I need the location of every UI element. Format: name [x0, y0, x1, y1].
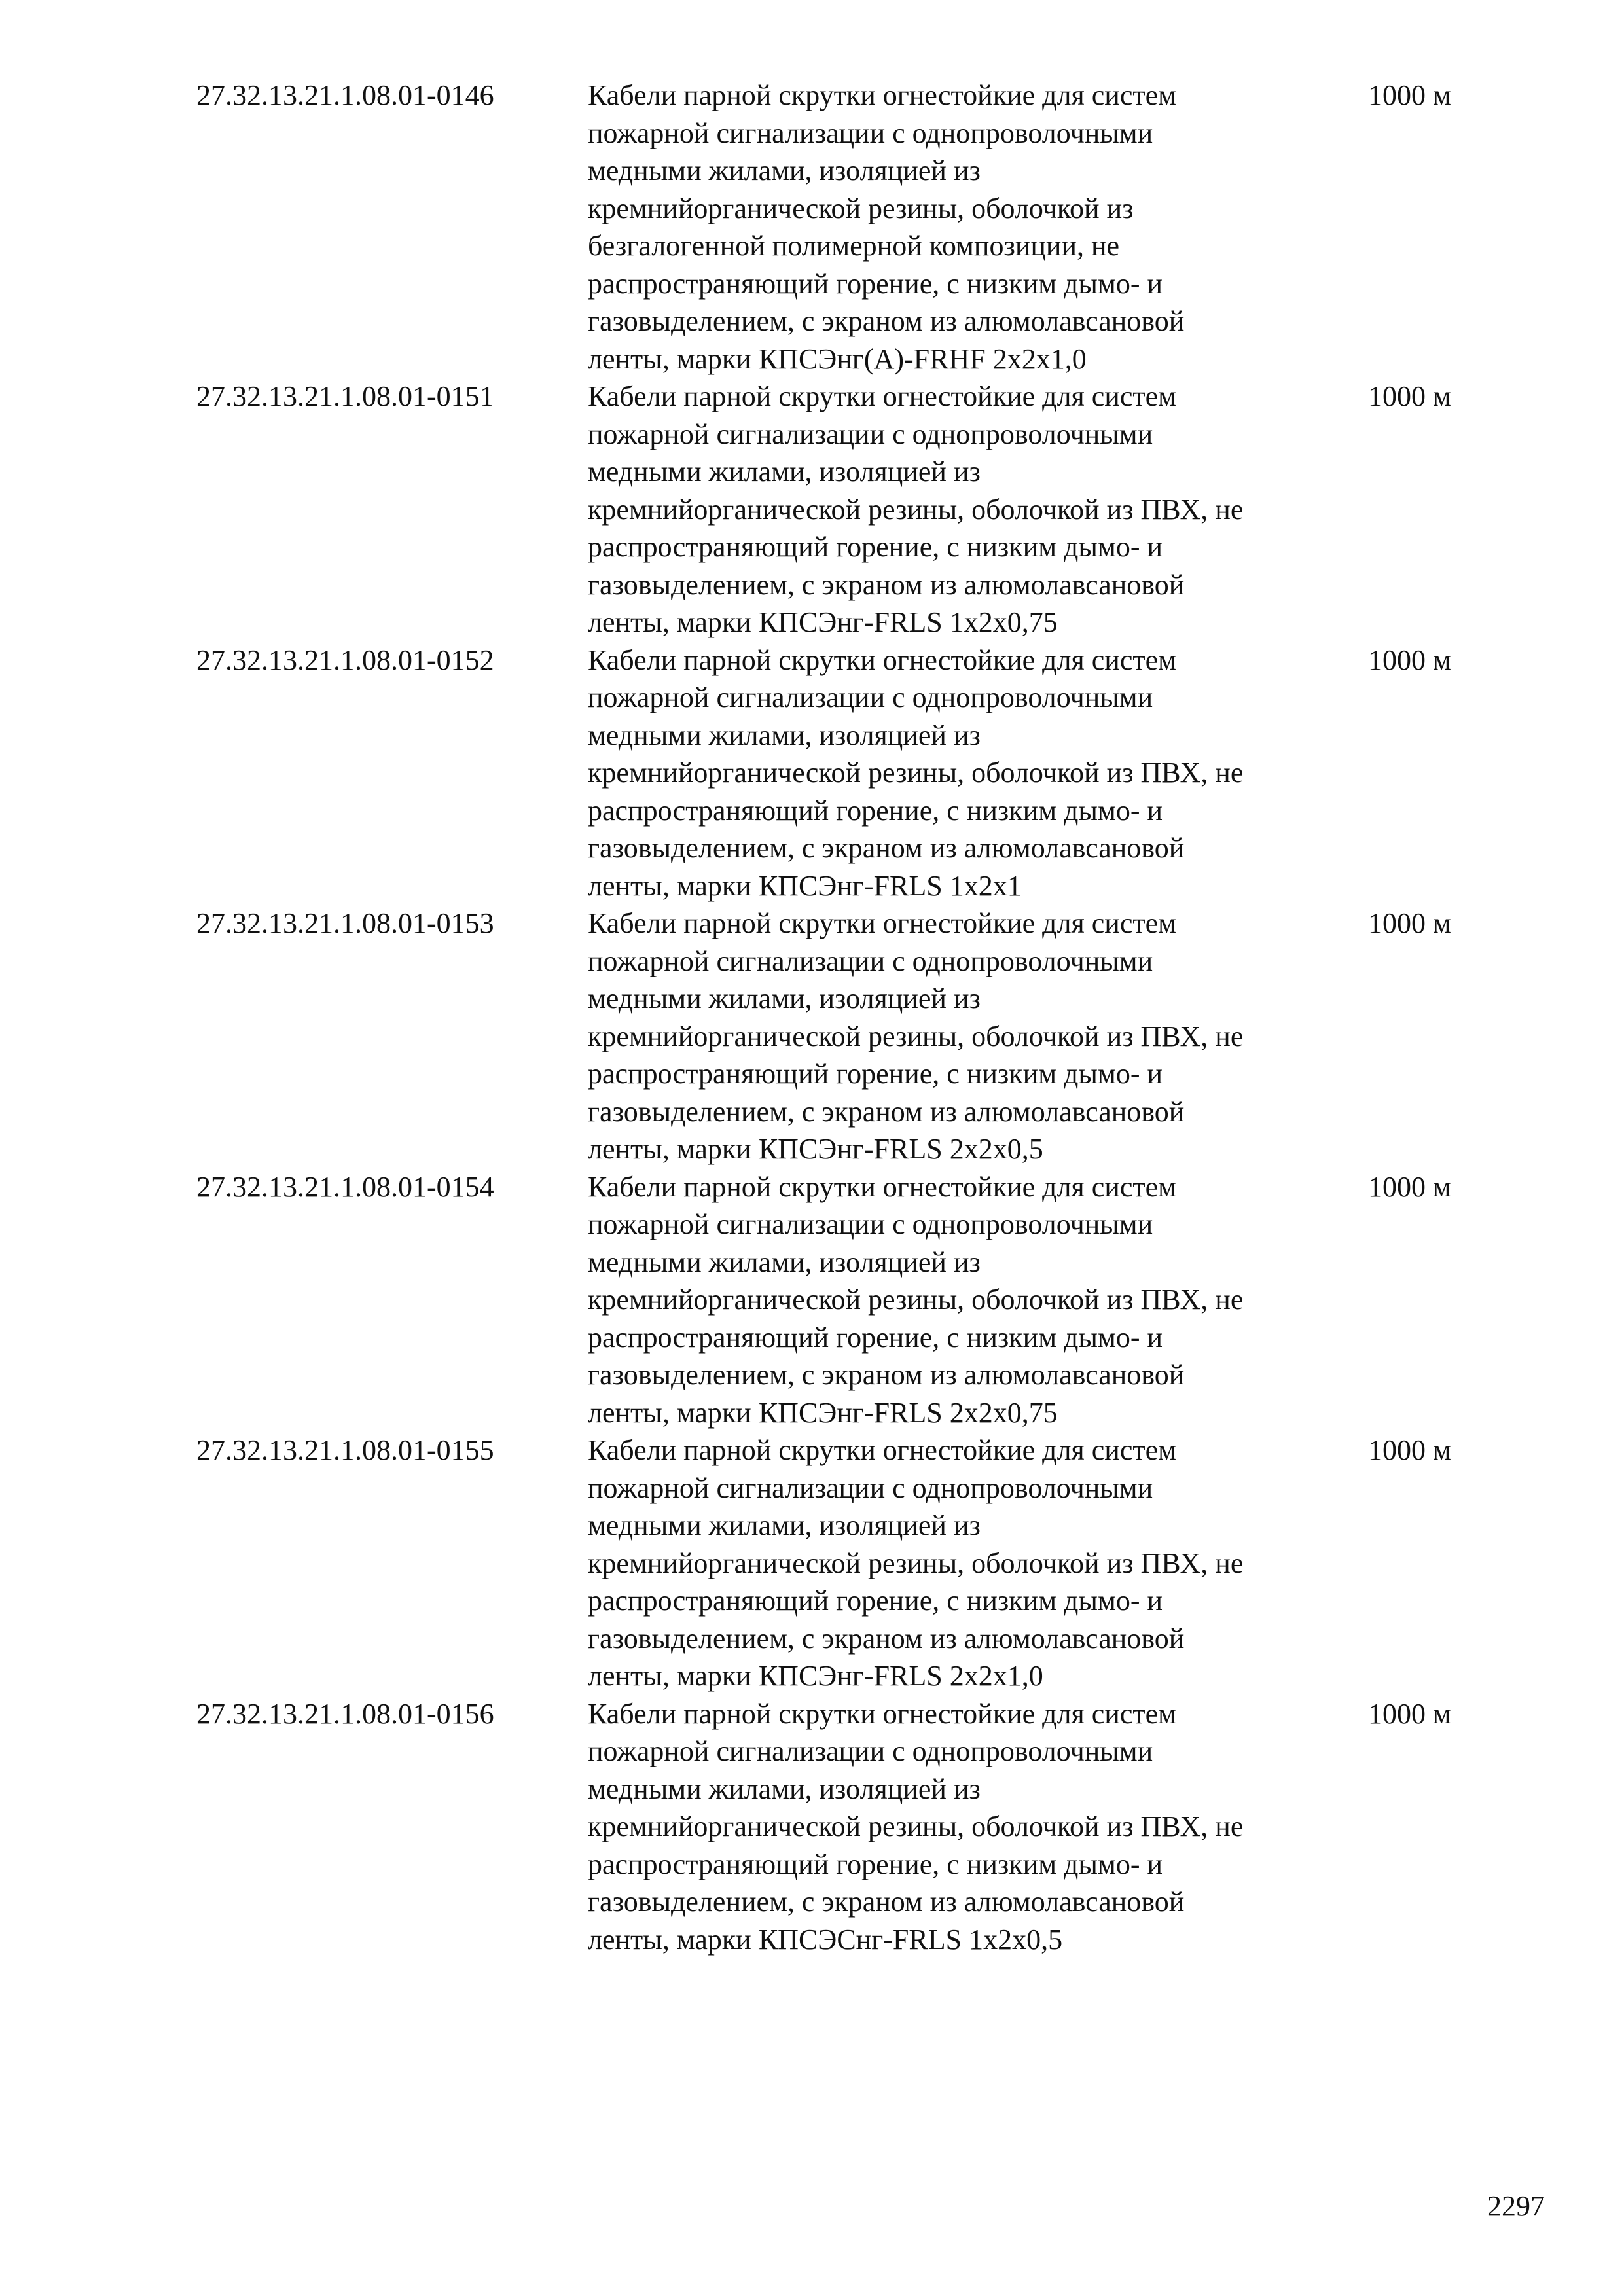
- description-line: ленты, марки КПСЭнг-FRLS 2х2х1,0: [588, 1660, 1043, 1692]
- description-line: газовыделением, с экраном из алюмолавсановой: [588, 1886, 1185, 1918]
- description-line: кремнийорганической резины, оболочкой из ПВХ, не: [588, 1810, 1244, 1842]
- description-line: пожарной сигнализации с однопроволочными: [588, 1471, 1153, 1504]
- list-item: [196, 378, 1492, 641]
- description-line: Кабели парной скрутки огнестойкие для систем: [588, 1434, 1176, 1466]
- description-line: медными жилами, изоляцией из: [588, 982, 981, 1014]
- description-line: газовыделением, с экраном из алюмолавсановой: [588, 305, 1185, 337]
- description-line: распространяющий горение, с низким дымо- и: [588, 531, 1163, 563]
- measurement-unit: 1000 м: [1368, 79, 1451, 111]
- resource-description: [588, 77, 1365, 378]
- measurement-unit: 1000 м: [1368, 907, 1451, 939]
- list-item: [196, 1695, 1492, 1959]
- description-line: пожарной сигнализации с однопроволочными: [588, 117, 1153, 149]
- description-line: пожарной сигнализации с однопроволочными: [588, 1735, 1153, 1767]
- description-line: распространяющий горение, с низким дымо- и: [588, 267, 1163, 300]
- description-line: газовыделением, с экраном из алюмолавсановой: [588, 1359, 1185, 1391]
- description-line: Кабели парной скрутки огнестойкие для систем: [588, 79, 1176, 111]
- description-line: ленты, марки КПСЭнг-FRLS 2х2х0,5: [588, 1133, 1043, 1165]
- measurement-unit: 1000 м: [1368, 1697, 1451, 1730]
- description-line: кремнийорганической резины, оболочкой из ПВХ, не: [588, 1547, 1244, 1579]
- description-line: газовыделением, с экраном из алюмолавсановой: [588, 568, 1185, 601]
- description-line: Кабели парной скрутки огнестойкие для систем: [588, 1170, 1176, 1203]
- description-line: пожарной сигнализации с однопроволочными: [588, 418, 1153, 450]
- price-list-entries: [196, 77, 1492, 1958]
- description-line: кремнийорганической резины, оболочкой из ПВХ, не: [588, 1020, 1244, 1052]
- description-line: распространяющий горение, с низким дымо- и: [588, 1848, 1163, 1880]
- resource-description: [588, 378, 1365, 641]
- measurement-unit: 1000 м: [1368, 1434, 1451, 1466]
- resource-code: 27.32.13.21.1.08.01-0146: [196, 79, 494, 111]
- resource-description: [588, 1431, 1365, 1695]
- resource-code: 27.32.13.21.1.08.01-0154: [196, 1170, 494, 1203]
- description-line: медными жилами, изоляцией из: [588, 1772, 981, 1805]
- list-item: [196, 1431, 1492, 1695]
- description-line: распространяющий горение, с низким дымо- и: [588, 1058, 1163, 1090]
- description-line: безгалогенной полимерной композиции, не: [588, 230, 1120, 262]
- description-line: распространяющий горение, с низким дымо- и: [588, 794, 1163, 827]
- list-item: [196, 905, 1492, 1168]
- measurement-unit: 1000 м: [1368, 643, 1451, 676]
- description-line: пожарной сигнализации с однопроволочными: [588, 681, 1153, 713]
- description-line: кремнийорганической резины, оболочкой из ПВХ, не: [588, 1283, 1244, 1316]
- description-line: газовыделением, с экраном из алюмолавсановой: [588, 1622, 1185, 1655]
- description-line: медными жилами, изоляцией из: [588, 719, 981, 751]
- list-item: [196, 77, 1492, 378]
- resource-code: 27.32.13.21.1.08.01-0153: [196, 907, 494, 939]
- description-line: пожарной сигнализации с однопроволочными: [588, 1208, 1153, 1240]
- description-line: ленты, марки КПСЭнг-FRLS 2х2х0,75: [588, 1396, 1058, 1429]
- description-line: кремнийорганической резины, оболочкой из ПВХ, не: [588, 757, 1244, 789]
- list-item: [196, 1168, 1492, 1432]
- resource-code: 27.32.13.21.1.08.01-0151: [196, 380, 494, 412]
- description-line: газовыделением, с экраном из алюмолавсановой: [588, 1095, 1185, 1128]
- description-line: кремнийорганической резины, оболочкой из ПВХ, не: [588, 493, 1244, 526]
- description-line: газовыделением, с экраном из алюмолавсановой: [588, 832, 1185, 864]
- list-item: [196, 641, 1492, 905]
- description-line: медными жилами, изоляцией из: [588, 1509, 981, 1541]
- page-number: 2297: [1487, 2190, 1545, 2222]
- description-line: ленты, марки КПСЭнг(А)-FRHF 2х2х1,0: [588, 342, 1087, 375]
- resource-description: [588, 1168, 1365, 1432]
- resource-description: [588, 905, 1365, 1168]
- description-line: Кабели парной скрутки огнестойкие для систем: [588, 907, 1176, 939]
- description-line: Кабели парной скрутки огнестойкие для систем: [588, 1697, 1176, 1730]
- resource-description: [588, 641, 1365, 905]
- description-line: пожарной сигнализации с однопроволочными: [588, 944, 1153, 977]
- description-line: медными жилами, изоляцией из: [588, 154, 981, 187]
- resource-description: [588, 1695, 1365, 1959]
- description-line: ленты, марки КПСЭСнг-FRLS 1х2х0,5: [588, 1923, 1063, 1956]
- description-line: распространяющий горение, с низким дымо- и: [588, 1585, 1163, 1617]
- description-line: ленты, марки КПСЭнг-FRLS 1х2х0,75: [588, 606, 1058, 638]
- description-line: распространяющий горение, с низким дымо- и: [588, 1321, 1163, 1354]
- resource-code: 27.32.13.21.1.08.01-0155: [196, 1434, 494, 1466]
- measurement-unit: 1000 м: [1368, 380, 1451, 412]
- description-line: медными жилами, изоляцией из: [588, 1246, 981, 1278]
- description-line: ленты, марки КПСЭнг-FRLS 1х2х1: [588, 869, 1022, 902]
- resource-code: 27.32.13.21.1.08.01-0152: [196, 643, 494, 676]
- description-line: Кабели парной скрутки огнестойкие для систем: [588, 643, 1176, 676]
- description-line: медными жилами, изоляцией из: [588, 456, 981, 488]
- description-line: Кабели парной скрутки огнестойкие для систем: [588, 380, 1176, 412]
- resource-code: 27.32.13.21.1.08.01-0156: [196, 1697, 494, 1730]
- measurement-unit: 1000 м: [1368, 1170, 1451, 1203]
- description-line: кремнийорганической резины, оболочкой из: [588, 192, 1134, 224]
